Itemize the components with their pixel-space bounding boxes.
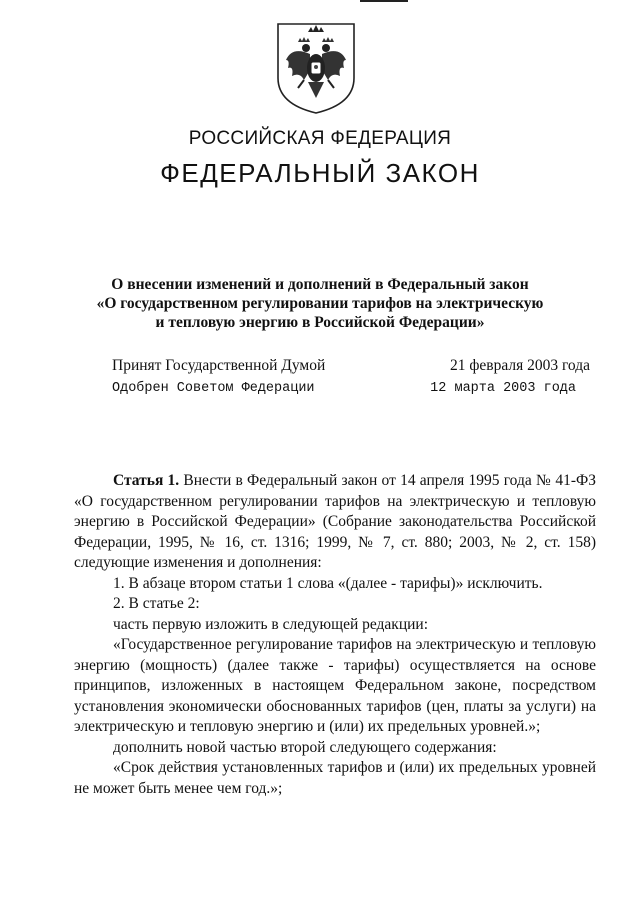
article-item-1: 1. В абзаце втором статьи 1 слова «(далее - тарифы)» исключить. (113, 574, 543, 592)
article-quote-2: «Срок действия установленных тарифов и (или) их предельных уровней не может быть менее чем год.»; (74, 759, 596, 797)
council-approval-row (112, 381, 590, 396)
article-paragraph-1: часть первую изложить в следующей редакции: (113, 615, 429, 633)
top-rule (360, 0, 408, 2)
law-title-line-1: О внесении изменений и дополнений в Федеральный закон (111, 276, 529, 293)
council-label: Одобрен Советом Федерации (112, 381, 315, 396)
coat-of-arms-icon (274, 20, 358, 116)
article-intro-text: Внести в Федеральный закон от 14 апреля 1995 года № 41-ФЗ «О государственном регулировании тарифов на электрическую и тепловую энергию в Российской Федерации» (Собрание законодательства Российской Федерации, 1995, № 16, ст. 1316; 1999, № 7, ст. 880; 2003, № 2, ст. 158) следующие изменения и дополнения: (74, 472, 596, 571)
article-1 (74, 471, 596, 799)
council-date: 12 марта 2003 года (430, 381, 576, 396)
article-heading: Статья 1. (113, 472, 180, 489)
document-type-heading: ФЕДЕРАЛЬНЫЙ ЗАКОН (160, 158, 480, 188)
article-1-intro (74, 471, 596, 574)
duma-date: 21 февраля 2003 года (449, 357, 590, 374)
article-item-2: 2. В статье 2: (113, 595, 200, 612)
law-title (60, 275, 580, 332)
duma-label: Принят Государственной Думой (112, 357, 326, 374)
article-quote-1: «Государственное регулирование тарифов на электрическую и тепловую энергию (мощность) (далее также - тарифы) осуществляется на основе принципов, изложенных в настоящем Федеральном законе, посредством установления экономически обоснованных тарифов (цен, платы за услуги) на электрическую и тепловую энергию и (или) их предельных уровней.»; (74, 636, 596, 735)
duma-adoption-row (112, 357, 590, 375)
article-paragraph-2: дополнить новой частью второй следующего содержания: (113, 738, 497, 756)
law-title-line-3: и тепловую энергию в Российской Федерации» (155, 314, 485, 331)
country-heading: РОССИЙСКАЯ ФЕДЕРАЦИЯ (188, 128, 452, 149)
law-title-line-2: «О государственном регулировании тарифов на электрическую (96, 295, 544, 312)
